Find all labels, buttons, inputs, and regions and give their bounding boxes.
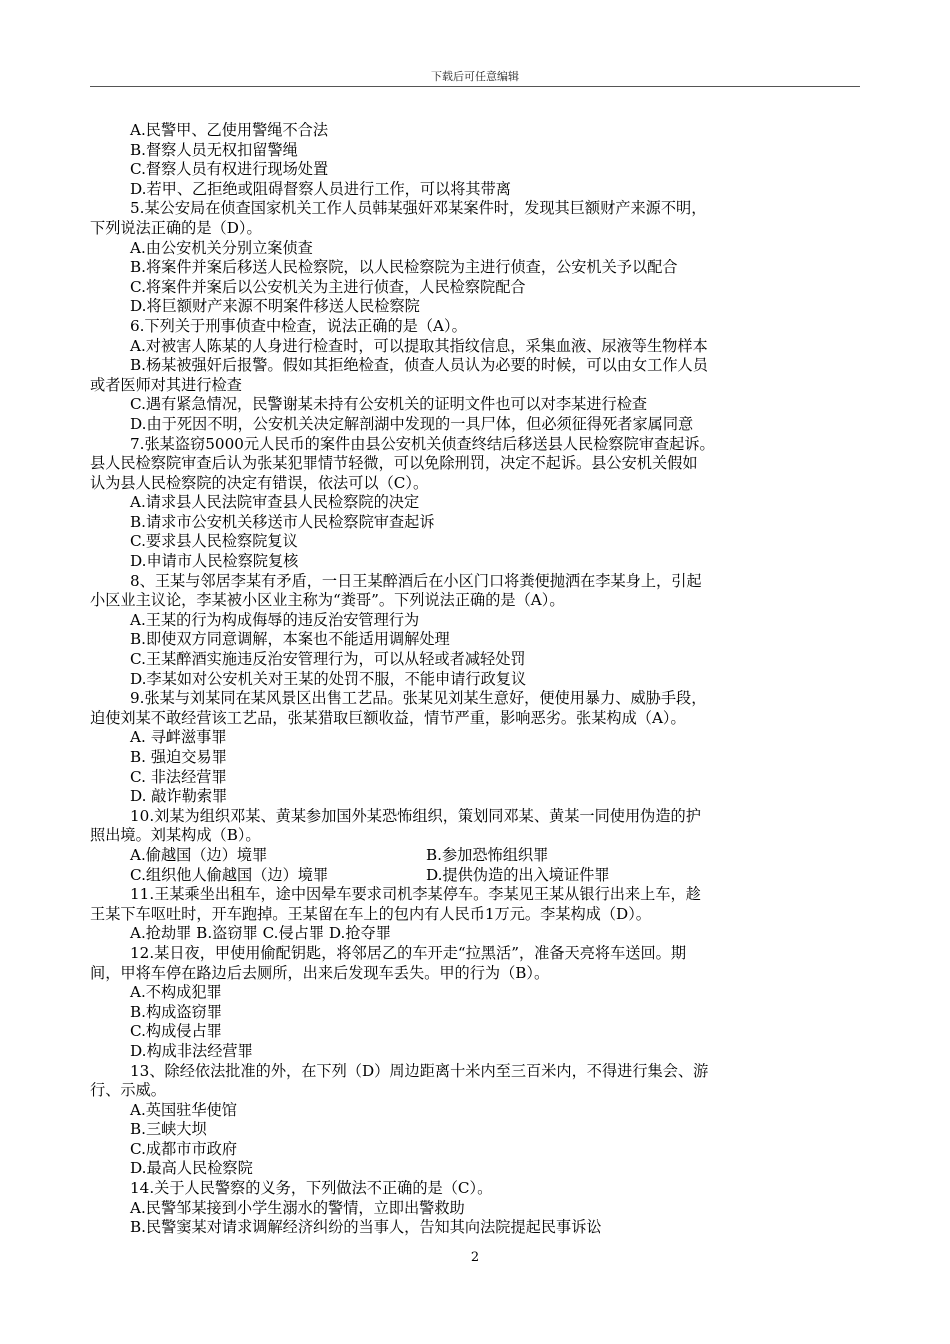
text-line: B.即使双方同意调解，本案也不能适用调解处理 [130, 630, 450, 649]
header-divider [90, 86, 860, 87]
text-line: 小区业主议论，李某被小区业主称为“粪哥”。下列说法正确的是（A）。 [90, 591, 565, 610]
text-line: A.王某的行为构成侮辱的违反治安管理行为 [130, 610, 420, 629]
text-line: C.成都市市政府 [130, 1139, 238, 1158]
text-line: 王某下车呕吐时，开车跑掉。王某留在车上的包内有人民币1万元。李某构成（D）。 [90, 904, 651, 923]
question-5: 5.某公安局在侦查国家机关工作人员韩某强奸邓某案件时，发现其巨额财产来源不明， [130, 199, 707, 218]
question-13: 13、除经依法批准的外，在下列（D）周边距离十米内至三百米内，不得进行集会、游 [130, 1061, 709, 1080]
question-12: 12.某日夜，甲使用偷配钥匙，将邻居乙的车开走“拉黑活”，准备天亮将车送回。期 [130, 943, 687, 962]
text-line: D.将巨额财产来源不明案件移送人民检察院 [130, 297, 420, 316]
text-line: 迫使刘某不敢经营该工艺品，张某猎取巨额收益，情节严重，影响恶劣。张某构成（A）。 [90, 708, 686, 727]
page-header: 下载后可任意编辑 [431, 70, 519, 83]
option-b: B.参加恐怖组织罪 [426, 845, 549, 864]
text-line: A.民警邹某接到小学生溺水的警情，立即出警救助 [130, 1198, 465, 1217]
text-line: C.将案件并案后以公安机关为主进行侦查，人民检察院配合 [130, 277, 526, 296]
text-line: A.英国驻华使馆 [130, 1100, 237, 1119]
text-line: A.请求县人民法院审查县人民检察院的决定 [130, 493, 420, 512]
text-line: A.由公安机关分别立案侦查 [130, 238, 313, 257]
text-line: C. 非法经营罪 [130, 767, 227, 786]
text-line: D.申请市人民检察院复核 [130, 552, 299, 571]
text-line: B.督察人员无权扣留警绳 [130, 140, 298, 159]
text-line: A.对被害人陈某的人身进行检查时，可以提取其指纹信息，采集血液、尿液等生物样本 [130, 336, 708, 355]
question-14: 14.关于人民警察的义务，下列做法不正确的是（C）。 [130, 1179, 493, 1198]
text-line: D.李某如对公安机关对王某的处罚不服，不能申请行政复议 [130, 669, 527, 688]
text-line: C.督察人员有权进行现场处置 [130, 160, 329, 179]
text-line: A.抢劫罪 B.盗窃罪 C.侵占罪 D.抢夺罪 [130, 924, 391, 943]
question-8: 8、王某与邻居李某有矛盾，一日王某醉酒后在小区门口将粪便抛洒在李某身上，引起 [130, 571, 702, 590]
question-9: 9.张某与刘某同在某风景区出售工艺品。张某见刘某生意好，便使用暴力、威胁手段， [130, 689, 707, 708]
text-line: C.构成侵占罪 [130, 1022, 222, 1041]
question-10: 10.刘某为组织邓某、黄某参加国外某恐怖组织，策划同邓某、黄某一同使用伪造的护 [130, 806, 701, 825]
option-d: D.提供伪造的出入境证件罪 [426, 865, 610, 884]
text-line: 县人民检察院审查后认为张某犯罪情节轻微，可以免除刑罚，决定不起诉。县公安机关假如 [90, 454, 698, 473]
text-line: 下列说法正确的是（D）。 [90, 218, 262, 237]
option-row [90, 846, 860, 866]
text-line: C.王某醉酒实施违反治安管理行为，可以从轻或者减轻处罚 [130, 650, 526, 669]
text-line: B.将案件并案后移送人民检察院，以人民检察院为主进行侦查，公安机关予以配合 [130, 258, 678, 277]
text-line: A. 寻衅滋事罪 [130, 728, 227, 747]
document-body [90, 121, 860, 1238]
page-number: 2 [470, 1250, 480, 1265]
text-line: 照出境。刘某构成（B）。 [90, 826, 261, 845]
text-line: B.杨某被强奸后报警。假如其拒绝检查，侦查人员认为必要的时候，可以由女工作人员 [130, 356, 708, 375]
text-line: 行、示威。 [90, 1081, 166, 1100]
text-line: D.若甲、乙拒绝或阻碍督察人员进行工作，可以将其带离 [130, 179, 511, 198]
option-c: C.组织他人偷越国（边）境罪 [130, 865, 329, 884]
question-6: 6.下列关于刑事侦查中检查，说法正确的是（A）。 [130, 316, 467, 335]
text-line: D.最高人民检察院 [130, 1159, 253, 1178]
text-line: C.遇有紧急情况，民警谢某未持有公安机关的证明文件也可以对李某进行检查 [130, 395, 648, 414]
text-line: A.民警甲、乙使用警绳不合法 [130, 121, 329, 139]
text-line: 或者医师对其进行检查 [90, 375, 242, 394]
text-line: D.构成非法经营罪 [130, 1041, 253, 1060]
question-7: 7.张某盗窃5000元人民币的案件由县公安机关侦查终结后移送县人民检察院审查起诉。 [130, 434, 715, 453]
text-line: A.不构成犯罪 [130, 983, 222, 1002]
option-a: A.偷越国（边）境罪 [130, 845, 268, 864]
text-line: D. 敲诈勒索罪 [130, 787, 228, 806]
text-line: C.要求县人民检察院复议 [130, 532, 298, 551]
text-line: 认为县人民检察院的决定有错误，依法可以（C）。 [90, 473, 429, 492]
option-row [90, 866, 860, 886]
text-line: B.三峡大坝 [130, 1120, 207, 1139]
text-line: B. 强迫交易罪 [130, 748, 227, 766]
text-line: B.请求市公安机关移送市人民检察院审查起诉 [130, 512, 435, 531]
question-11: 11.王某乘坐出租车，途中因晕车要求司机李某停车。李某见王某从银行出来上车，趁 [130, 885, 701, 904]
text-line: 间，甲将车停在路边后去厕所，出来后发现车丢失。甲的行为（B）。 [90, 963, 550, 982]
text-line: B.民警窦某对请求调解经济纠纷的当事人，告知其向法院提起民事诉讼 [130, 1218, 602, 1237]
text-line: B.构成盗窃罪 [130, 1002, 222, 1021]
text-line: D.由于死因不明，公安机关决定解剖湖中发现的一具尸体，但必须征得死者家属同意 [130, 414, 694, 433]
